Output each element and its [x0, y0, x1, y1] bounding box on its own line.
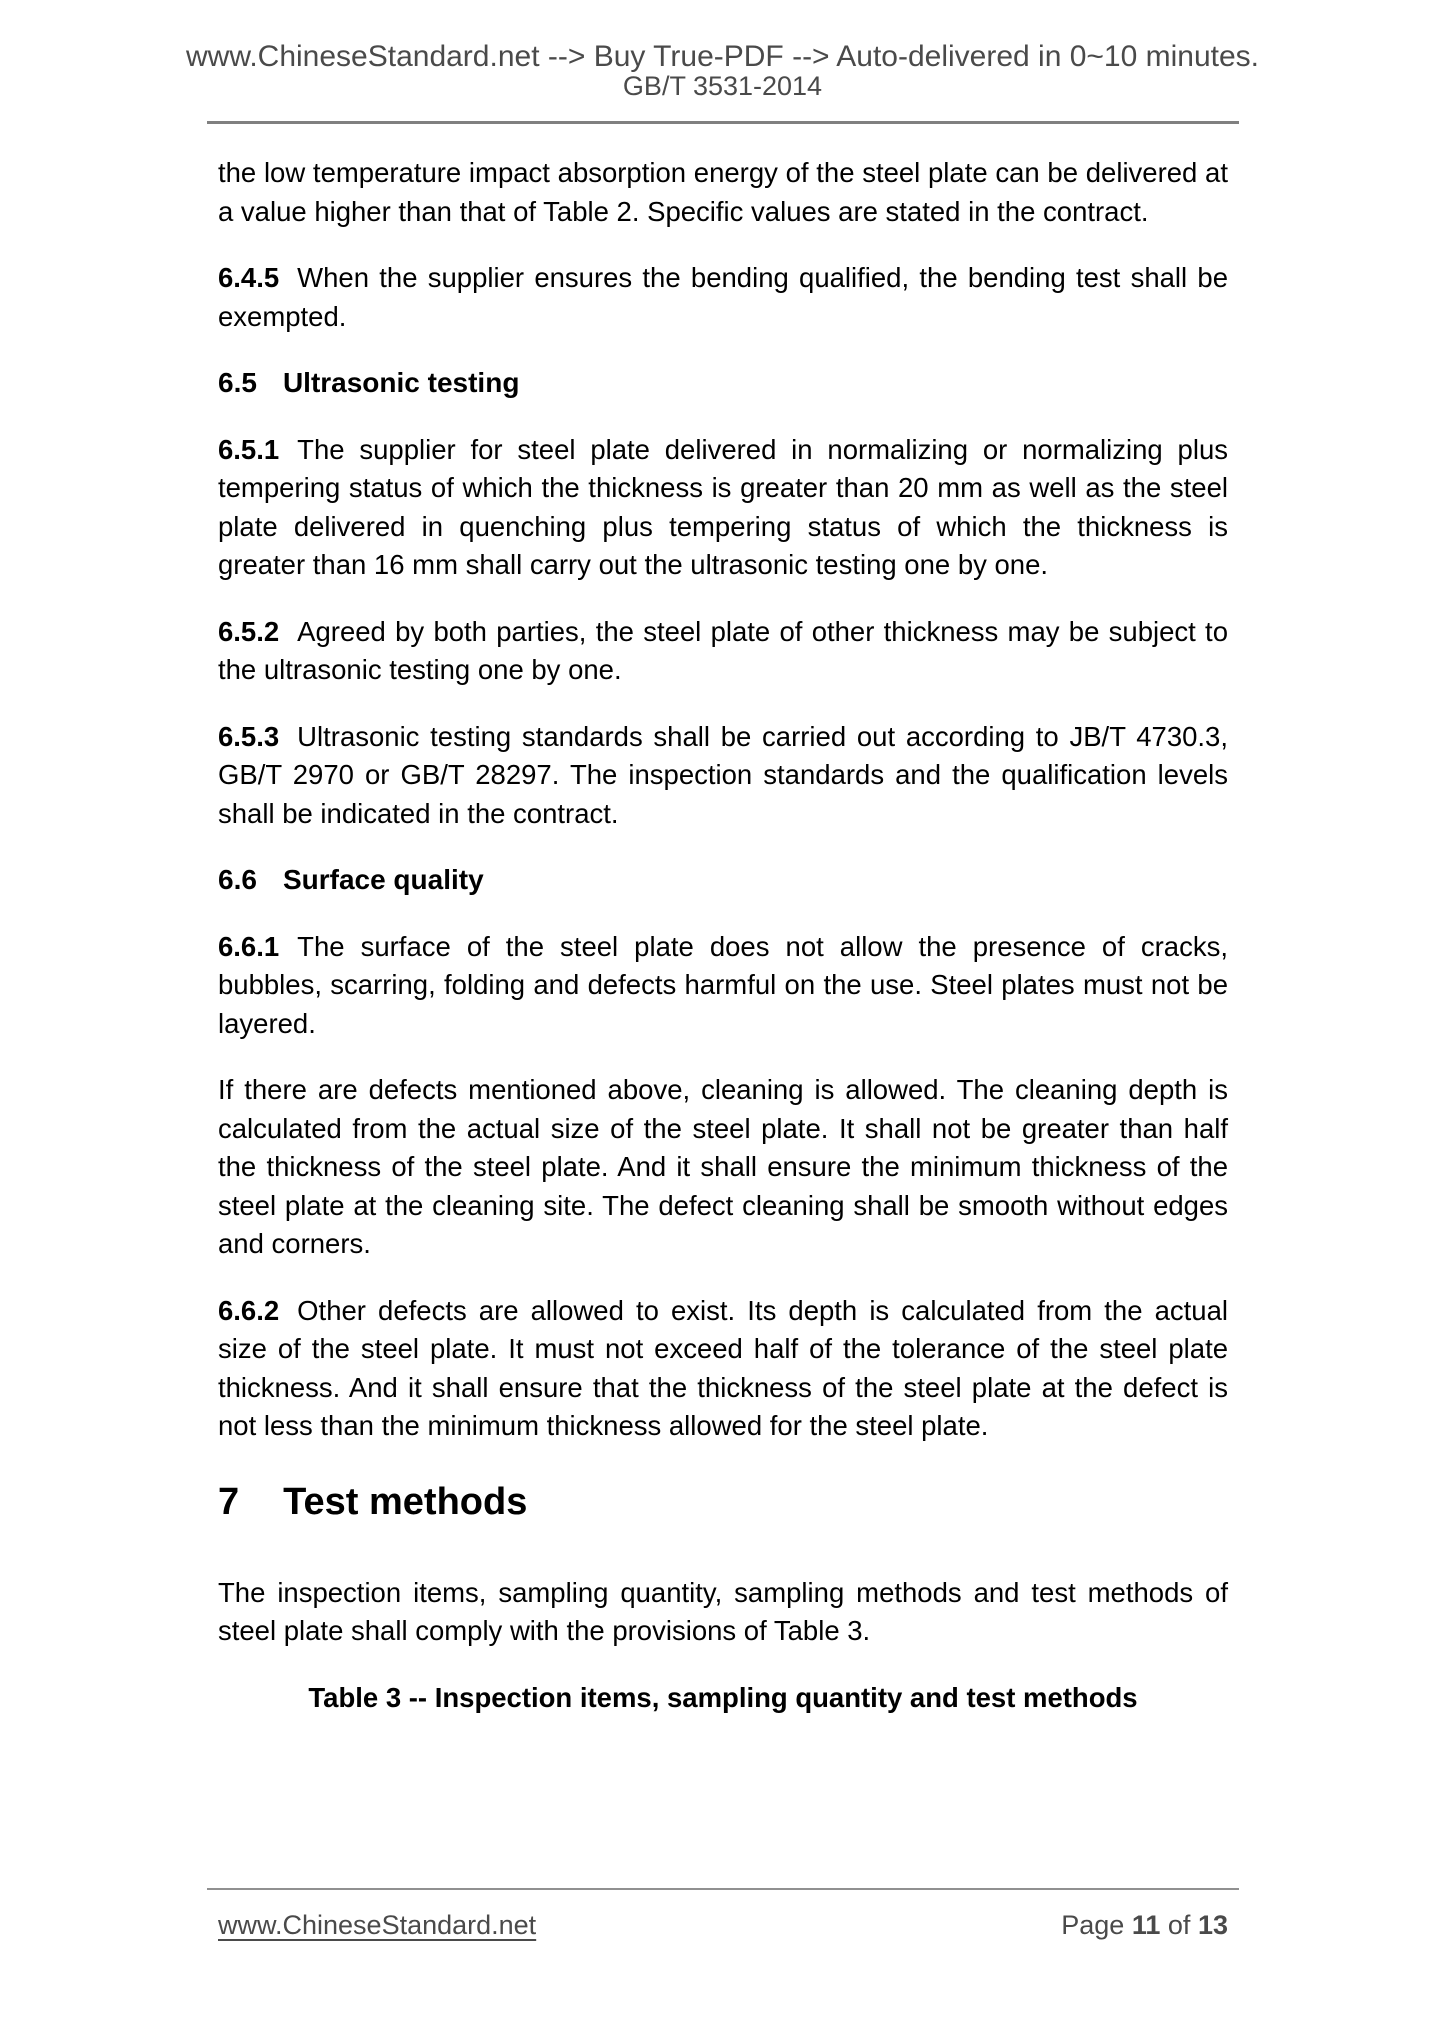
- paragraph-intro: [218, 154, 1228, 231]
- chapter-heading-text: Test methods: [283, 1480, 528, 1523]
- header-rule: [207, 121, 1239, 124]
- paragraph-text: Agreed by both parties, the steel plate of other thickness may be subject to the ultrasonic testing one by one.: [218, 615, 1228, 685]
- standard-number-watermark: GB/T 3531-2014: [622, 71, 823, 101]
- section-heading-6-5: [218, 364, 1228, 403]
- paragraph-text: The supplier for steel plate delivered in normalizing or normalizing plus tempering status of which the thickness is greater than 20 mm as well as the steel plate delivered in quenching plus tempering status of which the thickness is greater than 16 mm shall carry out the ultrasonic testing one by one.: [218, 433, 1228, 580]
- paragraph-6-4-5: [218, 259, 1228, 336]
- page-label: Page: [1061, 1910, 1125, 1940]
- section-heading-6-6: [218, 861, 1228, 900]
- page-indicator: [1061, 1910, 1228, 1941]
- page-total: 13: [1197, 1910, 1228, 1940]
- paragraph-6-6-2: [218, 1292, 1228, 1446]
- section-number: 6.5.2: [218, 615, 280, 647]
- paragraph-6-5-3: [218, 718, 1228, 834]
- header-banner: www.ChineseStandard.net --> Buy True-PDF --> Auto-delivered in 0~10 minutes.: [185, 40, 1260, 73]
- section-heading-text: Ultrasonic testing: [282, 367, 520, 398]
- page-current: 11: [1131, 1910, 1161, 1940]
- of-label: of: [1167, 1910, 1191, 1940]
- paragraph-text: If there are defects mentioned above, cleaning is allowed. The cleaning depth is calculated from the actual size of the steel plate. It shall not be greater than half the thickness of the steel plate. And it shall ensure the minimum thickness of the steel plate at the cleaning site. The defect cleaning shall be smooth without edges and corners.: [218, 1074, 1228, 1259]
- paragraph-text: The surface of the steel plate does not allow the presence of cracks, bubbles, scarring, folding and defects harmful on the use. Steel plates must not be layered.: [218, 930, 1228, 1039]
- paragraph-text: the low temperature impact absorption energy of the steel plate can be delivered at a value higher than that of Table 2. Specific values are stated in the contract.: [218, 157, 1228, 227]
- footer-site-link[interactable]: www.ChineseStandard.net: [218, 1910, 537, 1940]
- paragraph-defects-cleaning: [218, 1071, 1228, 1264]
- section-number: 6.4.5: [218, 262, 280, 293]
- paragraph-text: The inspection items, sampling quantity, sampling methods and test methods of steel plate shall comply with the provisions of Table 3.: [218, 1576, 1228, 1646]
- paragraph-text: Ultrasonic testing standards shall be carried out according to JB/T 4730.3, GB/T 2970 or GB/T 28297. The inspection standards and the qualification levels shall be indicated in the contract.: [218, 720, 1228, 829]
- paragraph-inspection-items: [218, 1574, 1228, 1651]
- section-number: 6.5: [218, 367, 257, 398]
- section-number: 6.6: [218, 864, 257, 895]
- section-number: 6.6.2: [218, 1294, 280, 1326]
- table-3-caption: Table 3 -- Inspection items, sampling quantity and test methods: [308, 1681, 1138, 1713]
- chapter-number: 7: [218, 1480, 240, 1523]
- section-number: 6.6.1: [218, 930, 280, 962]
- paragraph-6-5-1: [218, 431, 1228, 585]
- paragraph-6-6-1: [218, 928, 1228, 1044]
- document-body: [218, 154, 1228, 1717]
- paragraph-text: When the supplier ensures the bending qualified, the bending test shall be exempted.: [218, 262, 1228, 332]
- section-number: 6.5.3: [218, 720, 280, 752]
- paragraph-text: Other defects are allowed to exist. Its depth is calculated from the actual size of the steel plate. It must not exceed half of the tolerance of the steel plate thickness. And it shall ensure that the thickness of the steel plate at the defect is not less than the minimum thickness allowed for the steel plate.: [218, 1294, 1228, 1441]
- footer-rule: [207, 1888, 1239, 1890]
- paragraph-6-5-2: [218, 613, 1228, 690]
- section-heading-text: Surface quality: [282, 864, 484, 895]
- chapter-heading-test-methods: [218, 1478, 1228, 1526]
- section-number: 6.5.1: [218, 433, 280, 465]
